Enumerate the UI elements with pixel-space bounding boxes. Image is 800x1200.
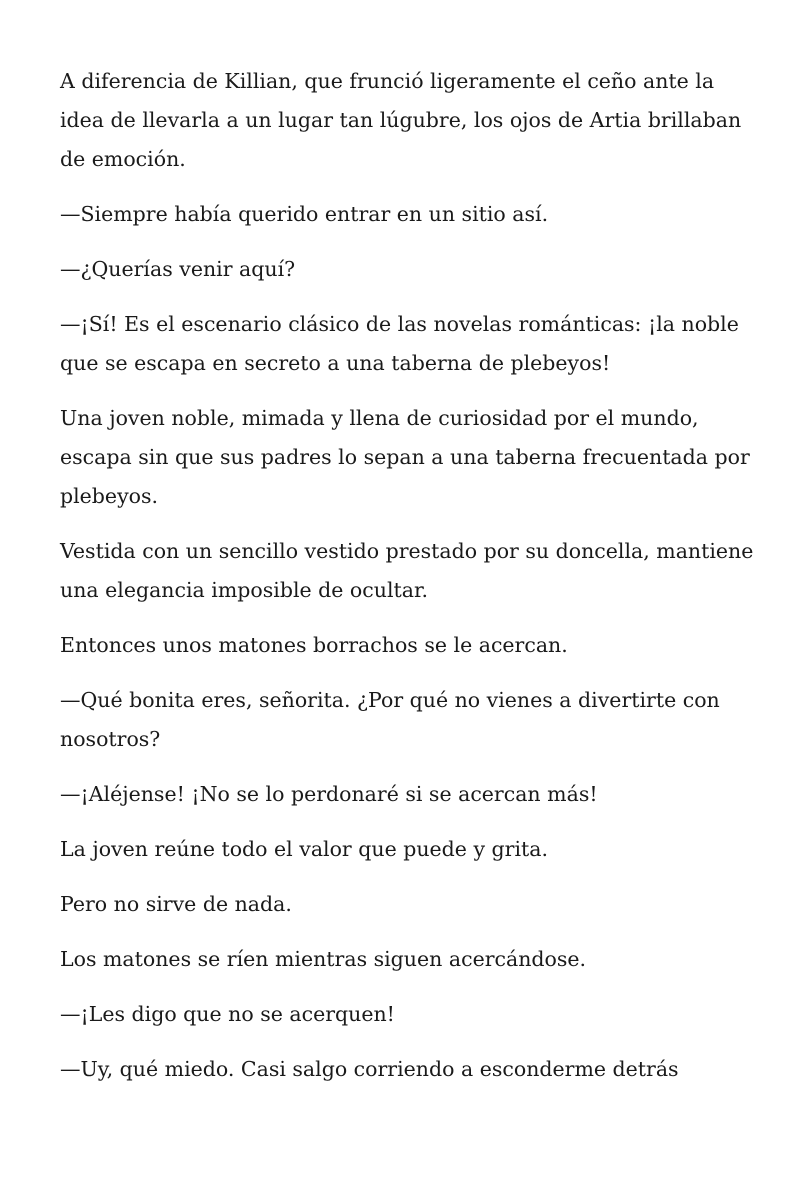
paragraph: —¡Sí! Es el escenario clásico de las novelas románticas: ¡la noble que se escapa en secreto a una taberna de plebeyos! <box>60 312 739 375</box>
paragraph: Los matones se ríen mientras siguen acercándose. <box>60 947 587 971</box>
paragraph: La joven reúne todo el valor que puede y grita. <box>60 837 549 861</box>
paragraph: A diferencia de Killian, que frunció ligeramente el ceño ante la idea de llevarla a un lugar tan lúgubre, los ojos de Artia brillaban de emoción. <box>60 69 742 171</box>
paragraph: Pero no sirve de nada. <box>60 892 292 916</box>
paragraph: —¡Aléjense! ¡No se lo perdonaré si se acercan más! <box>60 782 598 806</box>
paragraph: Entonces unos matones borrachos se le acercan. <box>60 633 568 657</box>
paragraph: —¿Querías venir aquí? <box>60 257 296 281</box>
paragraph: —¡Les digo que no se acerquen! <box>60 1002 395 1026</box>
paragraph: Una joven noble, mimada y llena de curiosidad por el mundo, escapa sin que sus padres lo sepan a una taberna frecuentada por plebeyos. <box>60 406 750 508</box>
reading-page <box>60 62 760 1105</box>
paragraph: —Siempre había querido entrar en un sitio así. <box>60 202 549 226</box>
paragraph: —Uy, qué miedo. Casi salgo corriendo a esconderme detrás <box>60 1057 679 1081</box>
paragraph: —Qué bonita eres, señorita. ¿Por qué no vienes a divertirte con nosotros? <box>60 688 720 751</box>
paragraph: Vestida con un sencillo vestido prestado por su doncella, mantiene una elegancia imposible de ocultar. <box>60 539 754 602</box>
